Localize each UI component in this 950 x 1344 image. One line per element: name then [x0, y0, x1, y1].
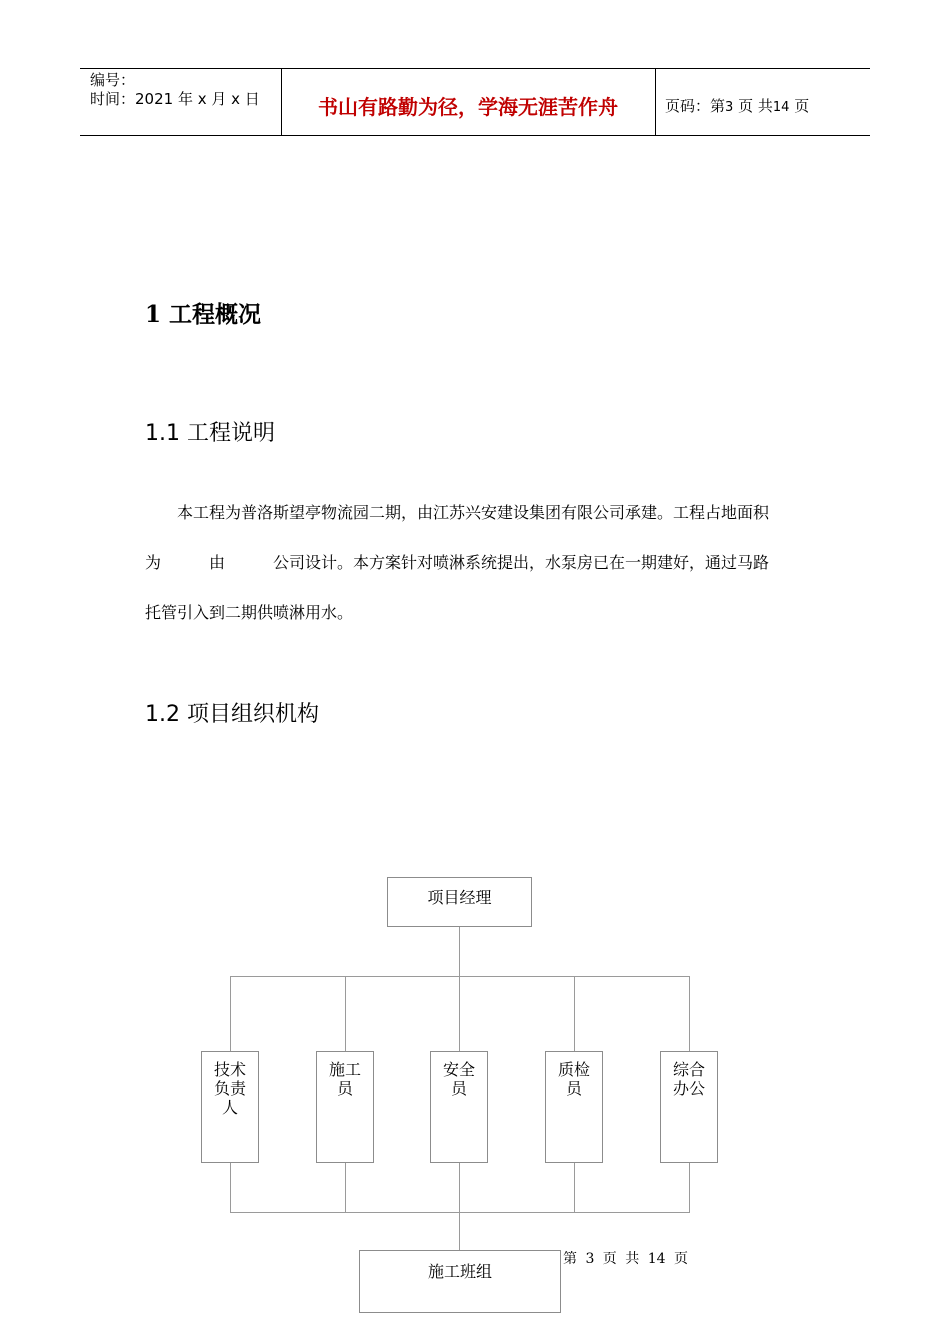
page-current: 3 [725, 100, 734, 115]
connector-line [689, 976, 690, 1052]
org-box-label: 员 [450, 1079, 467, 1098]
org-box-label: 施工班组 [427, 1262, 492, 1281]
subsection-title: 1.2 项目组织机构 [145, 702, 319, 727]
document-number-label: 编号： [90, 71, 136, 89]
org-box-label: 项目经理 [427, 888, 492, 907]
subsection-title: 1.1 工程说明 [145, 421, 275, 446]
connector-line [345, 1162, 346, 1213]
document-date-label: 时间：2021 年 x 月 x 日 [90, 90, 260, 108]
org-box-project-manager [387, 877, 532, 927]
page-total: 14 [772, 100, 790, 115]
org-box-label: 人 [221, 1098, 238, 1117]
org-box-general-office [660, 1051, 718, 1163]
org-box-label: 综合 [672, 1060, 705, 1079]
page-mid: 页 共 [738, 97, 773, 115]
org-box-label: 技术 [213, 1060, 246, 1079]
connector-line [230, 1162, 231, 1213]
header-page-code [665, 95, 809, 116]
page-suffix: 页 [794, 97, 810, 115]
connector-line [574, 1162, 575, 1213]
org-box-label: 办公 [672, 1079, 705, 1098]
connector-line [459, 976, 460, 1052]
connector-line [459, 1162, 460, 1250]
connector-line [574, 976, 575, 1052]
connector-line [230, 1212, 690, 1213]
org-box-label: 员 [565, 1079, 582, 1098]
org-box-construction-staff [316, 1051, 374, 1163]
connector-line [230, 976, 231, 1052]
connector-line [689, 1162, 690, 1213]
connector-line [345, 976, 346, 1052]
org-box-technical-lead [201, 1051, 259, 1163]
header-divider [655, 69, 656, 135]
paragraph-line: 本工程为普洛斯望亭物流园二期，由江苏兴安建设集团有限公司承建。工程占地面积 [177, 503, 770, 522]
paragraph-line: 为 由 公司设计。本方案针对喷淋系统提出，水泵房已在一期建好，通过马路 [145, 553, 770, 572]
connector-line [230, 976, 690, 977]
page-footer: 第 3 页 共 14 页 [563, 1251, 688, 1267]
paragraph-line: 托管引入到二期供喷淋用水。 [145, 603, 354, 622]
org-box-quality-inspector [545, 1051, 603, 1163]
org-box-label: 负责 [213, 1079, 246, 1098]
header-meta [90, 71, 260, 109]
section-title: 1 工程概况 [145, 301, 262, 328]
org-box-construction-team [359, 1250, 561, 1313]
page-header [80, 68, 870, 136]
header-motto: 书山有路勤为径，学海无涯苦作舟 [318, 95, 618, 119]
org-box-label: 施工 [328, 1060, 361, 1079]
org-box-label: 员 [336, 1079, 353, 1098]
connector-line [459, 926, 460, 976]
org-box-safety-officer [430, 1051, 488, 1163]
page-prefix: 页码：第 [665, 97, 726, 115]
org-box-label: 安全 [442, 1060, 475, 1079]
org-box-label: 质检 [557, 1060, 590, 1079]
